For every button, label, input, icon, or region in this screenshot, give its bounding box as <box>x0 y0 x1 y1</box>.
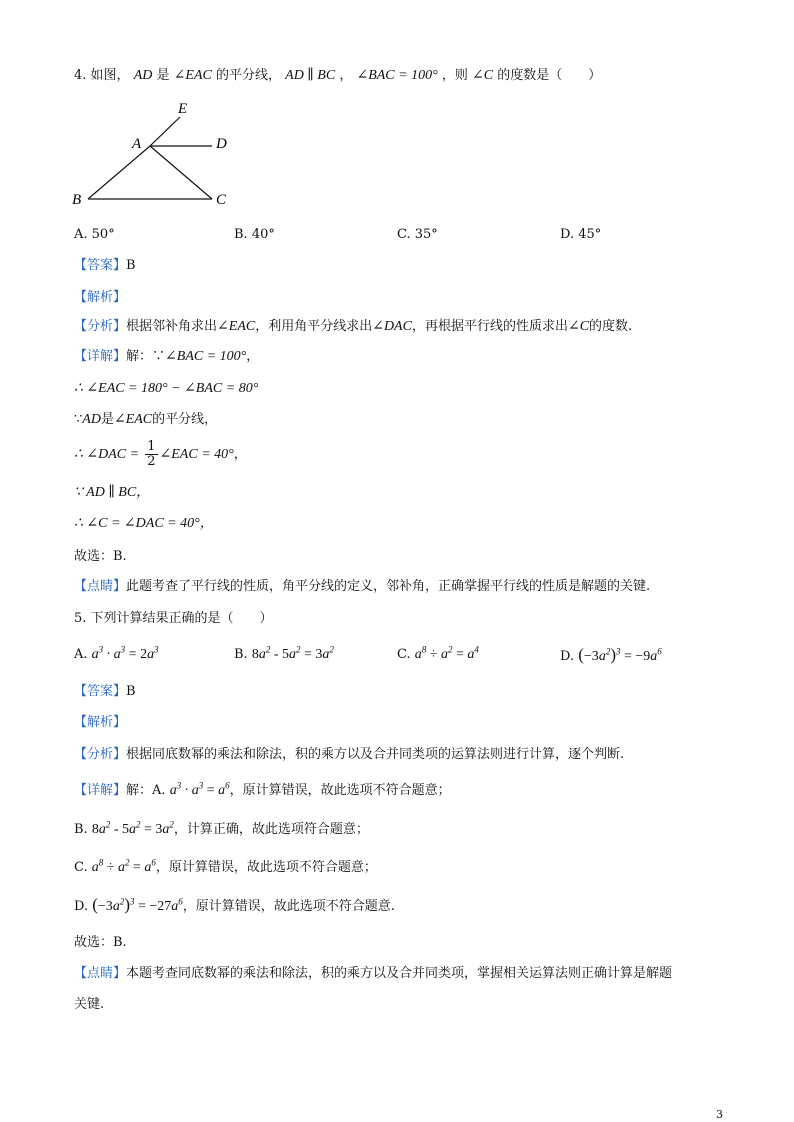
q4-xiangjie-3 <box>74 411 217 429</box>
answer-tag: 【答案】 <box>74 258 127 273</box>
q4-text: 的平分线， <box>215 68 281 83</box>
fenxi-math: ∠EAC <box>217 319 256 334</box>
q4-text: ，则 <box>441 68 468 83</box>
xiangjie-text: ∵ <box>74 412 83 427</box>
xiangjie-text: C. <box>74 860 88 875</box>
xiangjie-b-expr: $8a^2 - 5a^2 = 3a^2$ <box>91 819 174 837</box>
dianjing-text: 本题考查同底数幂的乘法和除法，积的乘方以及合并同类项，掌握相关运算法则正确计算是解题 <box>126 966 673 981</box>
label-d: D <box>216 136 227 152</box>
q4-fenxi <box>74 318 632 336</box>
dianjing-text: 此题考查了平行线的性质，角平分线的定义，邻补角，正确掌握平行线的性质是解题的关键. <box>126 579 651 594</box>
fraction-numerator: 1 <box>147 439 156 454</box>
xiangjie-d-expr: $(-3a^2)^3 = -27a^6$ <box>92 895 183 914</box>
fenxi-math: ∠C <box>567 319 590 334</box>
answer-tag: 【答案】 <box>74 684 127 699</box>
page-number: 3 <box>716 1108 723 1121</box>
fenxi-tag: 【分析】 <box>74 747 127 762</box>
xiangjie-text: ，原计算错误，故此选项不符合题意； <box>229 783 451 798</box>
option-b-expr: $8a^2 - 5a^2 = 3a^2$ <box>251 644 334 662</box>
xiangjie-tag: 【详解】 <box>74 783 127 798</box>
label-a: A <box>132 136 142 152</box>
q5-xiangjie-a <box>74 782 451 800</box>
q5-number: 5. <box>74 611 87 626</box>
q5-analysis-tag: 【解析】 <box>74 715 127 730</box>
q5-option-c <box>397 646 479 664</box>
q5-xiangjie-b <box>74 821 369 839</box>
label-b: B <box>72 192 82 208</box>
option-label: A. <box>74 647 88 662</box>
xiangjie-text: ，原计算错误，故此选项不符合题意； <box>155 860 377 875</box>
q4-text: 如图， <box>90 68 130 83</box>
q4-answer <box>74 257 136 275</box>
label-c: C <box>216 192 227 208</box>
q4-option-b: B. 40° <box>234 227 275 242</box>
q5-guxuan: 故选：B. <box>74 935 127 950</box>
label-e: E <box>178 101 188 117</box>
q4-option-c: C. 35° <box>397 227 438 242</box>
xiangjie-a-expr: $a^3 \cdot a^3 = a^6$ <box>169 780 230 798</box>
q4-text: 是 <box>156 68 170 83</box>
q5-dianjing-2: 关键. <box>74 997 105 1012</box>
fraction-denominator: 2 <box>147 454 156 469</box>
q4-xiangjie-1 <box>74 348 259 366</box>
q4-xiangjie-5: ∵ AD ∥ BC， <box>74 485 151 500</box>
q4-math-bac: ∠BAC = 100° <box>356 68 438 83</box>
q5-question <box>74 610 273 628</box>
xiangjie-tag: 【详解】 <box>74 349 127 364</box>
xiangjie-text: B. <box>74 822 88 837</box>
q4-text: ， <box>339 68 353 83</box>
xiangjie-text: ， <box>246 349 260 364</box>
fraction-one-half <box>145 440 157 469</box>
fenxi-text: 根据同底数幂的乘法和除法，积的乘方以及合并同类项的运算法则进行计算，逐个判断. <box>126 747 625 762</box>
xiangjie-text: ， <box>233 447 247 462</box>
xiangjie-text: ，原计算错误，故此选项不符合题意. <box>182 899 395 914</box>
fenxi-math: ∠DAC <box>372 319 412 334</box>
xiangjie-math: ∠EAC <box>113 412 153 427</box>
xiangjie-text: 是 <box>100 412 114 427</box>
xiangjie-text: ，计算正确，故此选项符合题意； <box>173 822 369 837</box>
option-a-expr: $a^3 \cdot a^3 = 2a^3$ <box>91 644 159 662</box>
fenxi-text: ，再根据平行线的性质求出 <box>411 319 568 334</box>
answer-value: B <box>126 684 136 699</box>
option-label: D. <box>560 649 575 664</box>
xiangjie-c-expr: $a^8 \div a^2 = a^6$ <box>91 857 156 875</box>
q5-xiangjie-d <box>74 896 395 916</box>
fenxi-text: 根据邻补角求出 <box>126 319 218 334</box>
q4-option-a: A. 50° <box>74 227 115 242</box>
q4-geometry-figure <box>66 96 246 212</box>
xiangjie-math: ∠EAC = 40° <box>159 447 234 462</box>
q4-math-c: ∠C <box>471 68 494 83</box>
q4-xiangjie-4 <box>74 440 247 469</box>
segment-ab <box>88 146 150 199</box>
q4-xiangjie-2: ∴ ∠EAC = 180° − ∠BAC = 80° <box>74 381 259 396</box>
xiangjie-text: 的平分线， <box>152 412 218 427</box>
q4-math-eac: ∠EAC <box>173 68 212 83</box>
option-d-expr: $(-3a^2)^3 = -9a^6$ <box>578 645 662 664</box>
answer-value: B <box>126 258 136 273</box>
q4-text: 的度数是（ ） <box>497 68 602 83</box>
fenxi-text: ，利用角平分线求出 <box>255 319 373 334</box>
xiangjie-text: D. <box>74 899 89 914</box>
fenxi-text: 的度数. <box>589 319 633 334</box>
ray-ae <box>150 117 180 146</box>
q5-xiangjie-c <box>74 859 377 877</box>
q5-dianjing-1 <box>74 965 672 983</box>
dianjing-tag: 【点睛】 <box>74 966 127 981</box>
option-label: B. <box>234 647 248 662</box>
xiangjie-math: ∠BAC = 100° <box>165 349 247 364</box>
q5-answer <box>74 683 136 701</box>
q4-option-d: D. 45° <box>560 227 602 242</box>
xiangjie-text: 解：∵ <box>126 349 166 364</box>
q4-question <box>74 67 601 85</box>
q4-xiangjie-6: ∴ ∠C = ∠DAC = 40°， <box>74 516 214 531</box>
xiangjie-math: ∴ ∠DAC = <box>74 447 140 462</box>
xiangjie-math: AD <box>82 412 101 427</box>
q4-number: 4. <box>74 68 87 83</box>
segment-ac <box>150 146 212 199</box>
dianjing-tag: 【点睛】 <box>74 579 127 594</box>
q5-option-b <box>234 646 334 664</box>
fenxi-tag: 【分析】 <box>74 319 127 334</box>
q5-fenxi <box>74 746 624 764</box>
q4-math-ad: AD <box>133 68 153 83</box>
q4-analysis-tag: 【解析】 <box>74 290 127 305</box>
q5-option-a <box>74 646 159 664</box>
q4-guxuan: 故选：B. <box>74 549 127 564</box>
q4-math-parallel: AD ∥ BC <box>285 68 336 83</box>
option-c-expr: $a^8 \div a^2 = a^4$ <box>414 644 479 662</box>
q4-dianjing <box>74 578 650 596</box>
q5-option-d <box>560 646 662 666</box>
q5-title: 下列计算结果正确的是（ ） <box>90 611 273 626</box>
option-label: C. <box>397 647 411 662</box>
xiangjie-text: 解：A. <box>126 783 166 798</box>
